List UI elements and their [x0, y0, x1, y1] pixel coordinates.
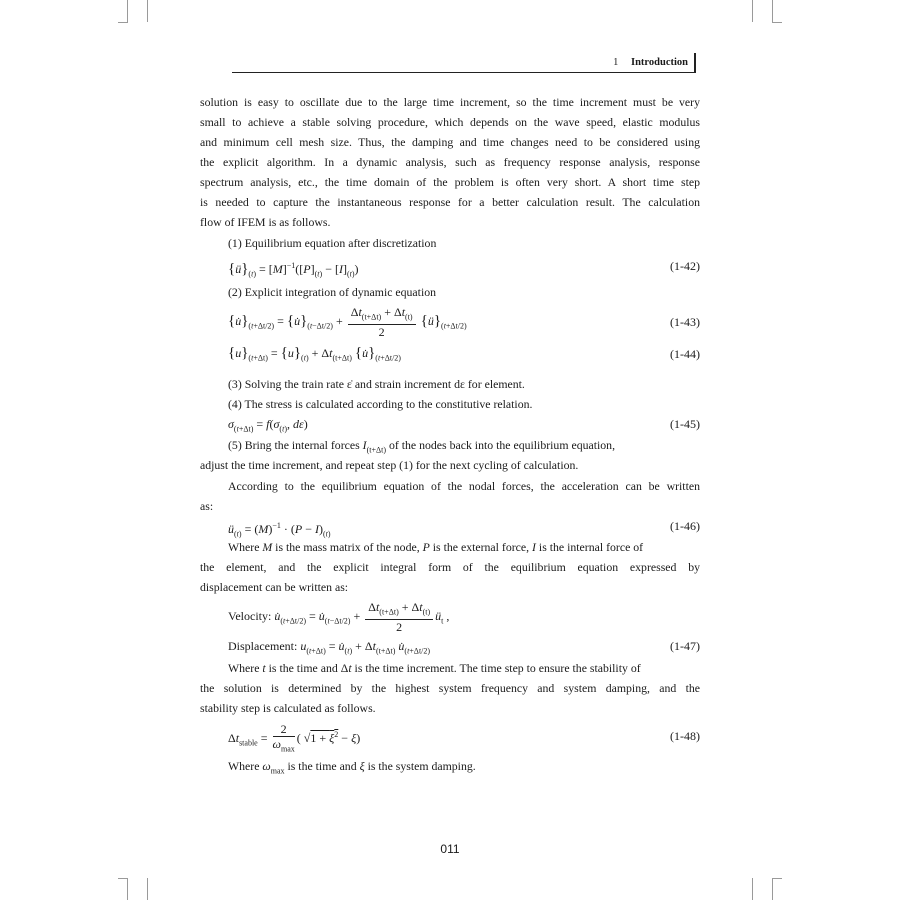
paragraph-line: spectrum analysis, etc., the time domain of the problem is often very short. A short time step — [200, 175, 700, 189]
crop-mark-bl-h — [118, 878, 128, 879]
paragraph-line: as: — [200, 499, 214, 513]
velocity-equation: Velocity: $u̇_{(t+\Delta t/2)}$ = $u̇_{(t-\Delta t/2)}$ + $\frac{\Delta t_{(t+\Delta t)} + \Delta t_{(t)}}{2}$ $ü_t$ , — [228, 600, 450, 635]
crop-mark-tl-v2 — [147, 0, 148, 22]
paragraph-line: small to achieve a stable solving procedure, which depends on the wave speed, elastic modulus — [200, 115, 700, 129]
header-bar — [694, 53, 696, 73]
chapter-number: 1 — [613, 57, 619, 68]
text-span: is the mass matrix of the node, — [275, 540, 420, 554]
step-5-heading: (5) Bring the internal forces $I_{(t+\Delta t)}$ of the nodes back into the equilibrium equation, — [228, 438, 616, 455]
equation-number: (1-48) — [670, 729, 700, 743]
header-rule — [232, 72, 696, 73]
text-span: Where — [228, 540, 260, 554]
text-span: is the time increment. The time step to ensure the stability of — [354, 661, 641, 675]
text-span: Where — [228, 759, 260, 773]
equation-1-43: $\{u̇\}_{(t+\Delta t/2)}$ = $\{u̇\}_{(t-\Delta t/2)}$ + $\frac{\Delta t_{(t+\Delta t)} + \Delta t_{(t)}}{2}$ $\{ü\}_{(t+\Delta t/2)}$ — [228, 305, 467, 340]
equation-1-45: $\sigma_{(t+\Delta t)} = f(\sigma_{(t)}$, dε) — [228, 417, 308, 434]
text-span: is the system damping. — [367, 759, 476, 773]
equation-number: (1-43) — [670, 315, 700, 329]
paragraph-line: adjust the time increment, and repeat step (1) for the next cycling of calculation. — [200, 458, 579, 472]
paragraph-line: the element, and the explicit integral form of the equilibrium equation expressed by — [200, 560, 700, 574]
text-span: is the time and — [268, 661, 338, 675]
crop-mark-tl-h — [118, 22, 128, 23]
crop-mark-bl-v2 — [147, 878, 148, 900]
step-1-heading: (1) Equilibrium equation after discretization — [228, 236, 437, 250]
paragraph-line: Where M is the mass matrix of the node, P is the external force, I is the internal force of — [228, 540, 644, 554]
step-4-heading: (4) The stress is calculated according to the constitutive relation. — [228, 397, 533, 411]
paragraph-line: Where t is the time and Δt is the time increment. The time step to ensure the stability of — [228, 661, 641, 675]
paragraph-line: flow of IFEM is as follows. — [200, 215, 331, 229]
crop-mark-tl-v — [127, 0, 128, 22]
velocity-label: Velocity: — [228, 608, 272, 623]
equation-1-46: $ü_{(t)} = (M)^{-1} \cdot (P - I)_{(t)}$ — [228, 521, 331, 539]
paragraph-line: Where $\omega_{max}$ is the time and ξ is the system damping. — [228, 759, 476, 776]
equation-number: (1-46) — [670, 519, 700, 533]
paragraph-line: According to the equilibrium equation of the nodal forces, the acceleration can be written — [228, 479, 700, 493]
running-header — [232, 55, 696, 73]
crop-mark-tr-v — [752, 0, 753, 22]
crop-mark-tr-h — [772, 22, 782, 23]
text-span: is the external force, — [432, 540, 530, 554]
chapter-title: Introduction — [631, 57, 688, 68]
equation-number: (1-42) — [670, 259, 700, 273]
crop-mark-bl-v — [127, 878, 128, 900]
text-span: is the time and — [287, 759, 357, 773]
equation-1-42: $\{ü\}_{(t)} = [M]^{-1}([P]_{(t)} - [I]_{(t)})$ — [228, 261, 359, 279]
paragraph-line: and minimum cell mesh size. Thus, the damping and time changes need to be considered using — [200, 135, 700, 149]
paragraph-line: the explicit algorithm. In a dynamic analysis, such as frequency response analysis, response — [200, 155, 700, 169]
text-span: Where — [228, 661, 260, 675]
crop-mark-br-h — [772, 878, 782, 879]
paragraph-line: the solution is determined by the highest system frequency and system damping, and the — [200, 681, 700, 695]
equation-1-48: $\Delta t_{stable}$ = $\frac{2}{\omega_{max}}$ ( $√1 + \xi^2 - \xi$) — [228, 722, 361, 754]
paragraph-line: stability step is calculated as follows. — [200, 701, 376, 715]
step-3-heading: (3) Solving the train rate ε̇ and strain increment dε for element. — [228, 377, 525, 391]
step-5-text-b: of the nodes back into the equilibrium equation, — [388, 438, 616, 452]
displacement-equation: Displacement: $u_{(t+\Delta t)}$ = $u̇_{(t)} + \Delta t_{(t+\Delta t)}$ $u̇_{(t+\Delta t/2)}$ — [228, 639, 431, 656]
equation-number: (1-47) — [670, 639, 700, 653]
paragraph-line: displacement can be written as: — [200, 580, 349, 594]
paragraph-line: solution is easy to oscillate due to the large time increment, so the time increment must be very — [200, 95, 700, 109]
equation-number: (1-44) — [670, 347, 700, 361]
crop-mark-tr-v2 — [772, 0, 773, 22]
crop-mark-br-v — [752, 878, 753, 900]
equation-1-44: $\{u\}_{(t+\Delta t)} = \{u\}_{(t)} + \Delta t_{(t+\Delta t)}$ $\{u̇\}_{(t+\Delta t/2)}$ — [228, 345, 401, 363]
page-number: 011 — [440, 842, 460, 856]
text-span: is the internal force of — [538, 540, 644, 554]
step-2-heading: (2) Explicit integration of dynamic equation — [228, 285, 437, 299]
step-5-text-a: (5) Bring the internal forces — [228, 438, 360, 452]
equation-number: (1-45) — [670, 417, 700, 431]
displacement-label: Displacement: — [228, 639, 298, 653]
paragraph-line: is needed to capture the instantaneous response for a better calculation result. The calculation — [200, 195, 700, 209]
crop-mark-br-v2 — [772, 878, 773, 900]
